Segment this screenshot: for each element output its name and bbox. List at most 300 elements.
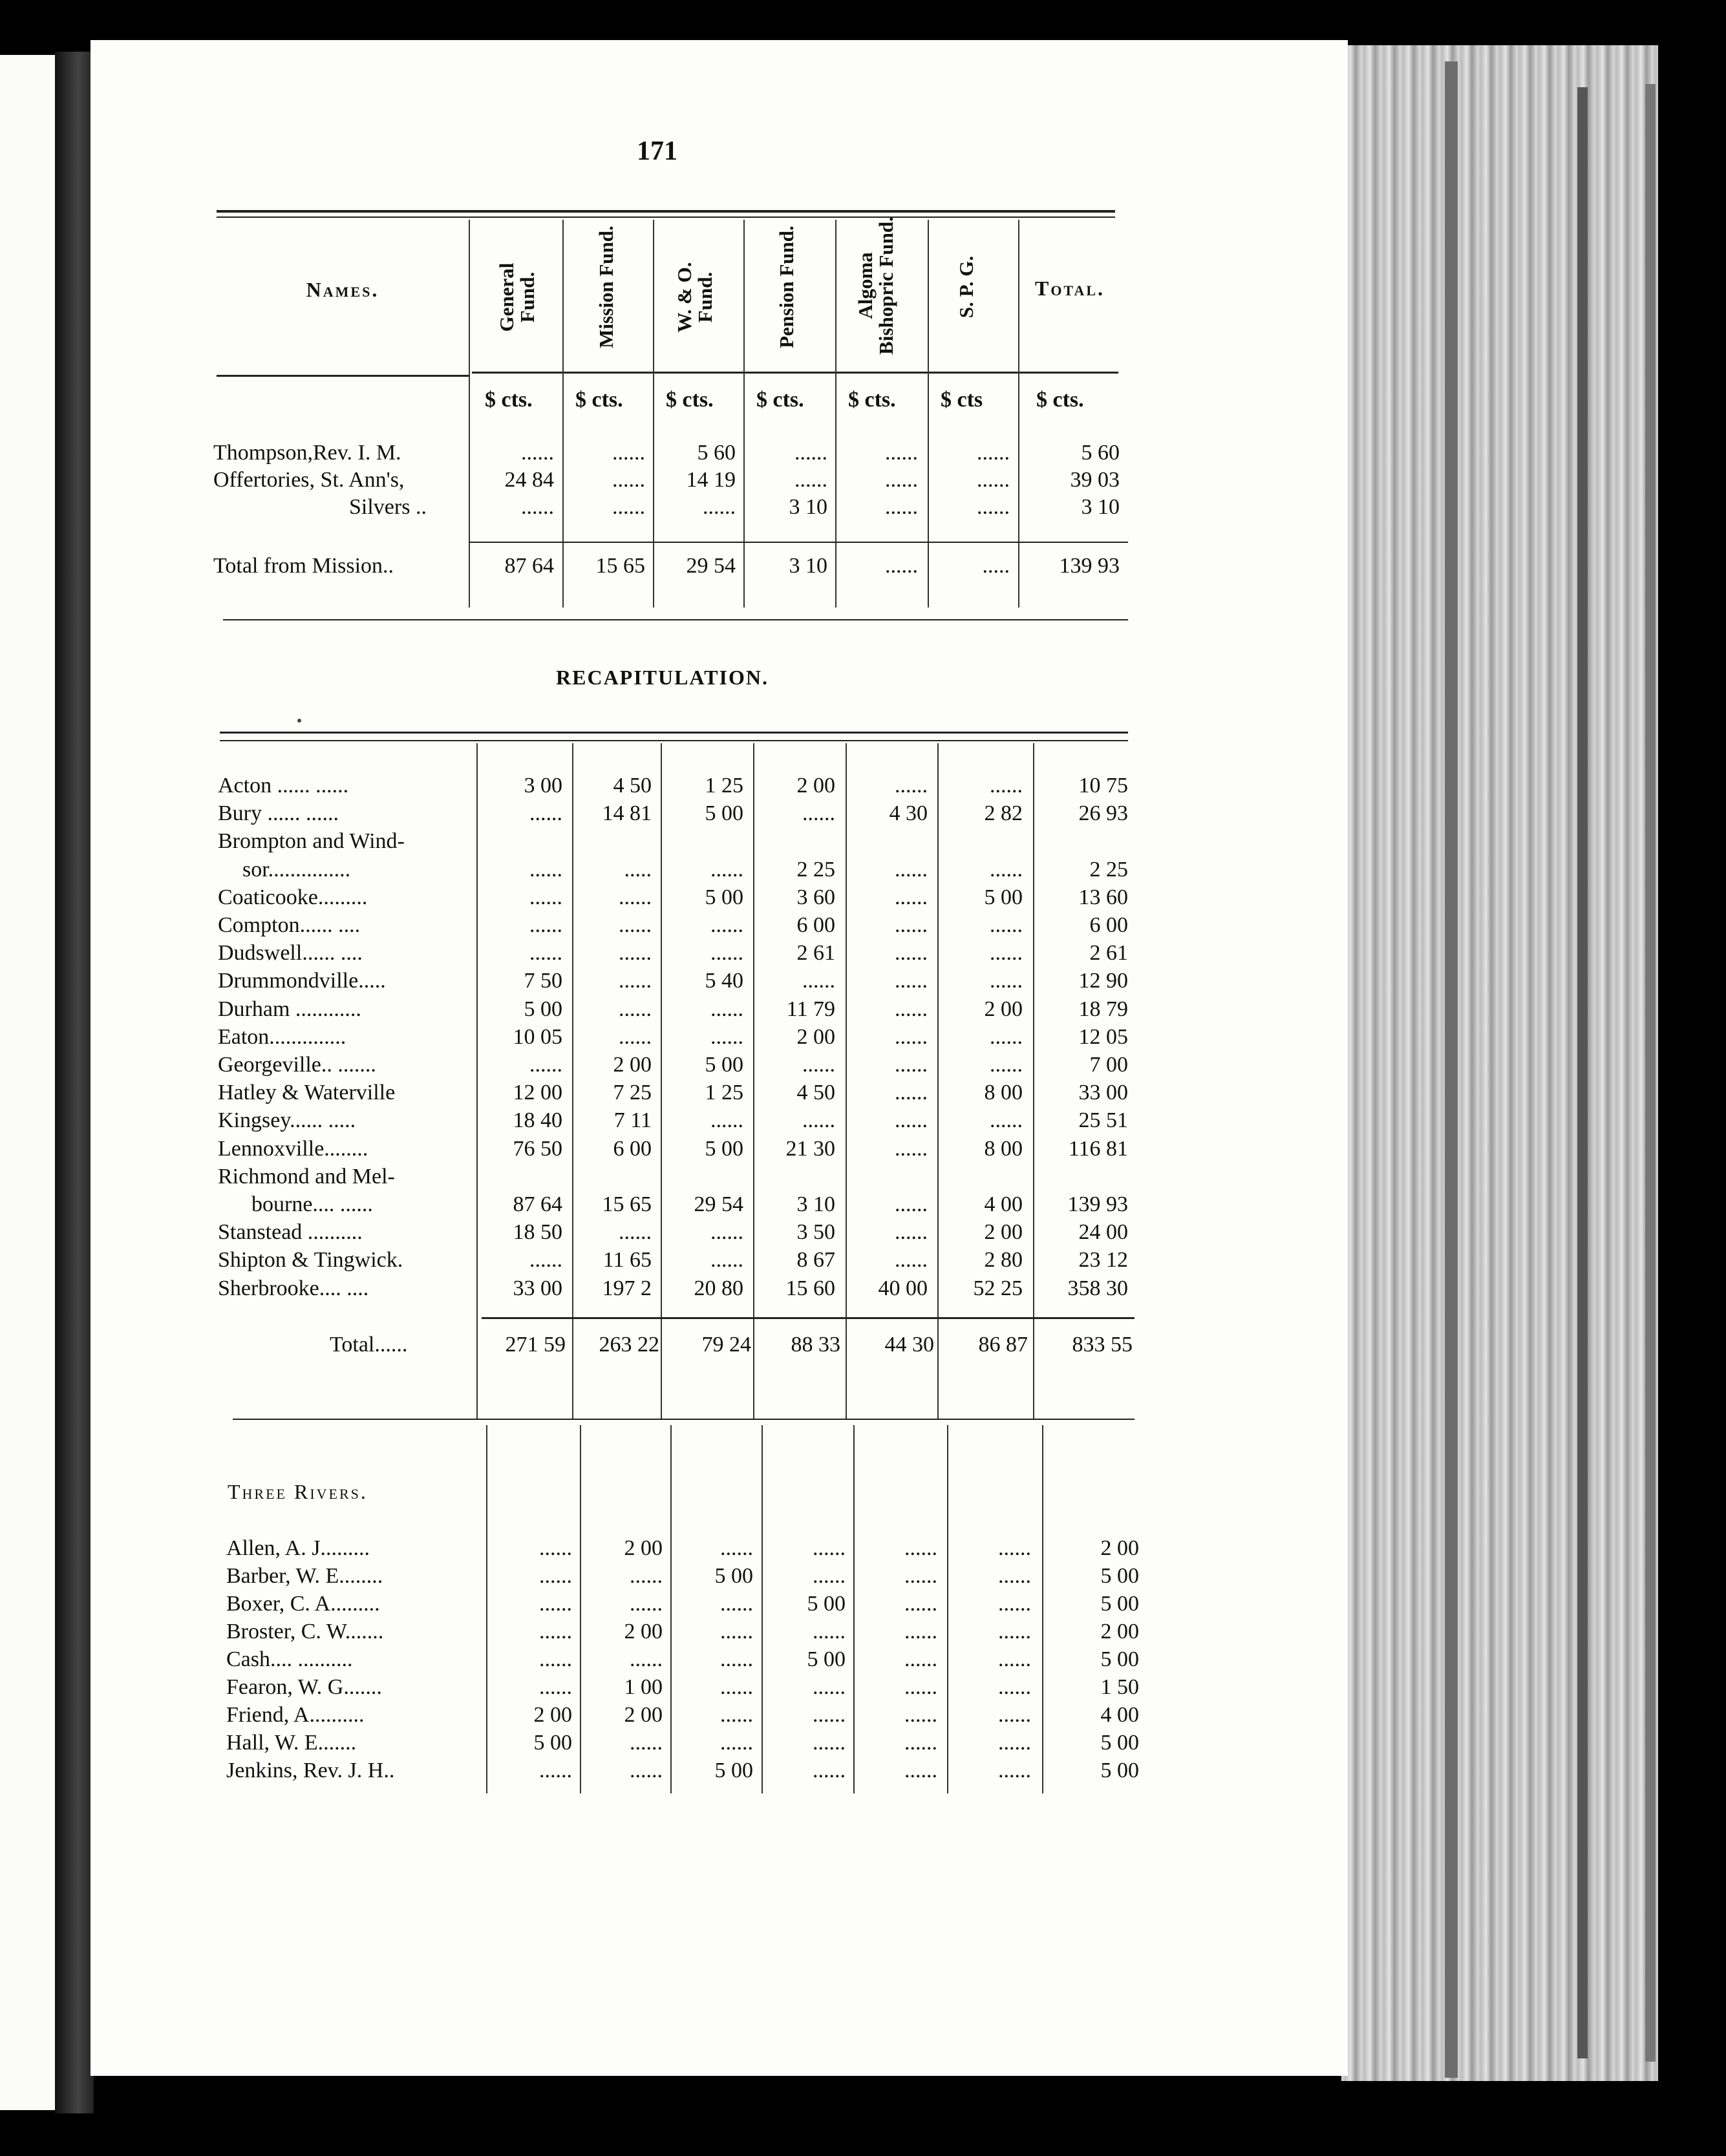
row-cell: 2 00	[624, 1536, 663, 1560]
row-cell: 2 00	[624, 1620, 663, 1643]
row-cell: 2 00	[984, 997, 1023, 1021]
unit-label: $ cts.	[575, 388, 623, 412]
row-cell: ......	[998, 1592, 1031, 1616]
table-top-rule	[217, 210, 1115, 213]
row-cell: ......	[720, 1592, 753, 1616]
table-row	[0, 912, 1726, 939]
row-cell: ......	[885, 441, 918, 465]
row-cell: ......	[904, 1536, 937, 1560]
row-cell: ......	[895, 941, 928, 966]
row-cell: ......	[630, 1759, 663, 1782]
row-name: Hall, W. E.......	[226, 1731, 357, 1755]
total-rule	[482, 1317, 1135, 1319]
three-rivers-heading: Three Rivers.	[228, 1480, 368, 1503]
row-cell: 5 00	[714, 1564, 753, 1588]
row-cell: ......	[990, 1024, 1023, 1049]
row-cell: ......	[998, 1564, 1031, 1588]
row-name: Dudswell...... ....	[218, 941, 363, 966]
row-cell: 15 65	[602, 1192, 652, 1216]
row-cell: 20 80	[694, 1276, 743, 1300]
row-cell: 87 64	[504, 554, 554, 578]
row-cell: ......	[998, 1647, 1031, 1671]
table-row	[0, 828, 1726, 855]
row-cell: 2 25	[1089, 857, 1128, 882]
row-cell: ......	[802, 969, 835, 993]
row-cell: 5 00	[705, 885, 743, 909]
row-name: Coaticooke.........	[218, 885, 368, 909]
row-cell: ......	[990, 969, 1023, 993]
row-cell: ......	[529, 1053, 562, 1077]
row-cell: ......	[990, 1053, 1023, 1077]
table-row	[0, 1757, 1726, 1784]
header-rule	[217, 375, 469, 377]
row-cell: ......	[885, 468, 918, 492]
row-cell: 139 93	[1067, 1192, 1128, 1216]
row-cell: 5 00	[705, 1136, 743, 1161]
column-header-algoma-bishopric-fund: Algoma Bishopric Fund.	[854, 217, 897, 355]
row-cell: ......	[619, 941, 652, 966]
row-cell: 4 00	[1100, 1703, 1139, 1727]
row-cell: ......	[539, 1675, 572, 1699]
row-cell: ......	[720, 1647, 753, 1671]
names-column-header: Names.	[306, 278, 379, 301]
row-cell: 29 54	[686, 554, 736, 578]
row-cell: 12 05	[1078, 1024, 1128, 1049]
row-cell: ......	[710, 1248, 743, 1273]
row-cell: 24 00	[1078, 1220, 1128, 1245]
row-cell: 13 60	[1078, 885, 1128, 909]
table-row	[0, 1563, 1726, 1590]
row-cell: 29 54	[694, 1192, 743, 1216]
row-cell: 5 00	[714, 1759, 753, 1782]
table-row	[0, 856, 1726, 883]
row-cell: ......	[904, 1592, 937, 1616]
row-cell: 11 79	[786, 997, 835, 1021]
row-cell: 5 00	[705, 801, 743, 826]
table-row	[0, 1674, 1726, 1701]
row-cell: 2 61	[1089, 941, 1128, 966]
table-row	[0, 884, 1726, 911]
row-name: bourne.... ......	[251, 1192, 373, 1216]
subtotal-rule	[469, 542, 1128, 543]
row-cell: 23 12	[1078, 1248, 1128, 1273]
row-cell: 2 00	[1100, 1536, 1139, 1560]
row-cell: 2 82	[984, 801, 1023, 826]
row-cell: ......	[539, 1536, 572, 1560]
row-cell: ......	[895, 1192, 928, 1216]
row-cell: ......	[895, 1248, 928, 1273]
row-cell: ......	[977, 468, 1010, 492]
row-cell: 2 00	[796, 1024, 835, 1049]
row-cell: ......	[895, 1108, 928, 1133]
row-cell: ......	[998, 1731, 1031, 1755]
row-name: Stanstead ..........	[218, 1220, 363, 1245]
row-cell: ......	[720, 1731, 753, 1755]
row-name: Friend, A..........	[226, 1703, 365, 1727]
row-cell: 39 03	[1070, 468, 1120, 492]
recapitulation-title: RECAPITULATION.	[556, 666, 769, 689]
row-cell: ......	[529, 885, 562, 909]
row-cell: ......	[539, 1620, 572, 1643]
total-cell: 86 87	[978, 1333, 1028, 1357]
row-cell: 2 00	[1100, 1620, 1139, 1643]
row-cell: 5 00	[984, 885, 1023, 909]
table-bottom-rule	[223, 619, 1128, 620]
row-cell: 21 30	[785, 1136, 835, 1161]
row-cell: ......	[813, 1564, 846, 1588]
row-cell: 197 2	[602, 1276, 652, 1300]
row-cell: ......	[720, 1675, 753, 1699]
table-row	[0, 467, 1726, 494]
table-row	[0, 1535, 1726, 1562]
row-name: Drummondville.....	[218, 969, 386, 993]
row-cell: ......	[895, 1220, 928, 1245]
row-cell: ......	[710, 1024, 743, 1049]
row-cell: ......	[612, 468, 645, 492]
row-cell: 5 00	[1100, 1564, 1139, 1588]
row-cell: 10 05	[513, 1024, 562, 1049]
table-row	[0, 1052, 1726, 1079]
row-cell: 3 10	[789, 495, 827, 519]
row-cell: ......	[539, 1759, 572, 1782]
row-cell: ......	[710, 997, 743, 1021]
row-cell: ......	[802, 1108, 835, 1133]
row-cell: ......	[710, 1220, 743, 1245]
row-cell: 3 10	[796, 1192, 835, 1216]
table-row	[0, 494, 1726, 521]
row-cell: ......	[990, 1108, 1023, 1133]
header-rule	[472, 372, 1118, 374]
row-cell: ......	[630, 1647, 663, 1671]
unit-label: $ cts.	[848, 388, 896, 412]
row-cell: 5 00	[1100, 1647, 1139, 1671]
column-divider	[562, 220, 564, 608]
row-cell: 5 00	[1100, 1731, 1139, 1755]
row-cell: ......	[521, 441, 554, 465]
row-cell: ......	[998, 1759, 1031, 1782]
column-divider	[835, 220, 836, 608]
row-cell: ......	[990, 941, 1023, 966]
row-cell: ......	[904, 1564, 937, 1588]
row-cell: ......	[813, 1536, 846, 1560]
row-name: Bury ...... ......	[218, 801, 339, 826]
column-header-spg: S. P. G.	[955, 255, 977, 319]
row-cell: ......	[529, 1248, 562, 1273]
row-cell: ......	[813, 1703, 846, 1727]
total-cell: 263 22	[599, 1333, 659, 1357]
row-cell: ......	[710, 913, 743, 937]
unit-label: $ cts.	[1036, 388, 1084, 412]
row-cell: ......	[895, 885, 928, 909]
row-cell: ......	[703, 495, 736, 519]
row-cell: ......	[539, 1564, 572, 1588]
row-name: Lennoxville........	[218, 1136, 368, 1161]
row-cell: ......	[619, 997, 652, 1021]
row-cell: 6 00	[613, 1136, 652, 1161]
row-cell: ......	[802, 1053, 835, 1077]
table-row	[0, 772, 1726, 799]
row-cell: 1 00	[624, 1675, 663, 1699]
column-divider	[1018, 220, 1019, 608]
row-name: Brompton and Wind-	[218, 829, 405, 854]
row-name: Durham ............	[218, 997, 361, 1021]
row-name: Cash.... ..........	[226, 1647, 353, 1671]
row-cell: ......	[895, 913, 928, 937]
row-cell: ......	[539, 1647, 572, 1671]
row-name: sor...............	[242, 857, 351, 882]
row-cell: 52 25	[973, 1276, 1023, 1300]
column-divider	[928, 220, 929, 608]
row-cell: 25 51	[1078, 1108, 1128, 1133]
table-row	[0, 1275, 1726, 1302]
row-cell: ......	[998, 1675, 1031, 1699]
row-cell: ......	[720, 1703, 753, 1727]
row-cell: 5 00	[533, 1731, 572, 1755]
row-cell: ......	[885, 554, 918, 578]
unit-label: $ cts.	[666, 388, 714, 412]
row-cell: ......	[529, 941, 562, 966]
unit-label: $ cts.	[756, 388, 804, 412]
row-cell: ......	[813, 1731, 846, 1755]
row-cell: ......	[895, 969, 928, 993]
row-cell: ......	[998, 1536, 1031, 1560]
row-cell: 5 00	[524, 997, 562, 1021]
row-cell: 1 25	[705, 1081, 743, 1105]
row-cell: 2 00	[984, 1220, 1023, 1245]
table-row	[0, 1219, 1726, 1246]
total-cell: 79 24	[701, 1333, 751, 1357]
row-cell: ......	[539, 1592, 572, 1616]
row-cell: ......	[977, 441, 1010, 465]
row-name: Sherbrooke.... ....	[218, 1276, 369, 1300]
recap-top-rule	[220, 740, 1128, 741]
row-cell: ......	[990, 857, 1023, 882]
row-cell: ......	[895, 857, 928, 882]
row-cell: ......	[895, 1024, 928, 1049]
row-cell: 5 00	[807, 1647, 846, 1671]
row-cell: 1 25	[705, 774, 743, 798]
row-cell: 3 60	[796, 885, 835, 909]
row-cell: ......	[619, 1220, 652, 1245]
row-cell: ......	[813, 1620, 846, 1643]
row-cell: 4 50	[796, 1081, 835, 1105]
row-cell: ......	[904, 1647, 937, 1671]
row-cell: ......	[630, 1564, 663, 1588]
total-cell: 44 30	[884, 1333, 934, 1357]
table-row	[0, 1702, 1726, 1729]
row-cell: ......	[813, 1759, 846, 1782]
row-name: Georgeville.. .......	[218, 1053, 376, 1077]
row-cell: 4 30	[889, 801, 928, 826]
row-cell: ......	[619, 913, 652, 937]
table-row	[0, 1079, 1726, 1106]
row-cell: 7 00	[1089, 1053, 1128, 1077]
column-divider	[743, 220, 745, 608]
row-cell: 7 50	[524, 969, 562, 993]
row-cell: ......	[895, 774, 928, 798]
row-name: Richmond and Mel-	[218, 1164, 395, 1189]
table-row	[0, 1618, 1726, 1645]
table-row	[0, 1191, 1726, 1218]
column-divider	[469, 220, 470, 608]
table-row	[0, 967, 1726, 995]
table-row	[0, 1107, 1726, 1134]
row-name: Shipton & Tingwick.	[218, 1248, 403, 1273]
row-cell: 7 25	[613, 1081, 652, 1105]
row-cell: 33 00	[1078, 1081, 1128, 1105]
unit-label: $ cts.	[485, 388, 533, 412]
row-cell: ......	[710, 941, 743, 966]
row-cell: ......	[619, 885, 652, 909]
row-cell: 2 25	[796, 857, 835, 882]
row-name: Kingsey...... .....	[218, 1108, 356, 1133]
row-cell: 10 75	[1078, 774, 1128, 798]
column-header-pension-fund: Pension Fund.	[775, 226, 798, 348]
row-cell: 24 84	[504, 468, 554, 492]
row-cell: ......	[904, 1675, 937, 1699]
row-cell: 139 93	[1059, 554, 1120, 578]
row-cell: ......	[529, 913, 562, 937]
row-cell: 6 00	[796, 913, 835, 937]
row-cell: ......	[998, 1703, 1031, 1727]
row-cell: 6 00	[1089, 913, 1128, 937]
row-cell: 18 50	[513, 1220, 562, 1245]
table-top-rule	[217, 217, 1115, 218]
row-cell: ......	[977, 495, 1010, 519]
row-name: Hatley & Waterville	[218, 1081, 396, 1105]
row-cell: ......	[720, 1536, 753, 1560]
row-name: Fearon, W. G.......	[226, 1675, 382, 1699]
row-name: Broster, C. W.......	[226, 1620, 384, 1643]
row-name: Jenkins, Rev. J. H..	[226, 1759, 395, 1782]
row-cell: 18 40	[513, 1108, 562, 1133]
row-cell: ......	[529, 801, 562, 826]
row-cell: 3 10	[1081, 495, 1120, 519]
row-cell: 3 00	[524, 774, 562, 798]
row-cell: 15 60	[785, 1276, 835, 1300]
row-cell: ......	[904, 1620, 937, 1643]
table-row	[0, 1024, 1726, 1051]
row-cell: 12 00	[513, 1081, 562, 1105]
total-label: Total......	[330, 1333, 408, 1357]
table-row	[0, 940, 1726, 967]
row-cell: 14 19	[686, 468, 736, 492]
row-cell: 18 79	[1078, 997, 1128, 1021]
row-cell: 5 60	[697, 441, 736, 465]
row-cell: ......	[885, 495, 918, 519]
row-cell: 5 00	[705, 1053, 743, 1077]
row-cell: 4 00	[984, 1192, 1023, 1216]
row-cell: 2 61	[796, 941, 835, 966]
row-cell: ......	[990, 913, 1023, 937]
row-cell: ......	[895, 997, 928, 1021]
row-cell: 8 00	[984, 1081, 1023, 1105]
row-cell: ......	[895, 1081, 928, 1105]
row-cell: 2 00	[796, 774, 835, 798]
row-cell: 5 00	[807, 1592, 846, 1616]
row-name: Compton...... ....	[218, 913, 361, 937]
column-divider	[653, 220, 654, 608]
total-cell: 833 55	[1072, 1333, 1133, 1357]
row-cell: 4 50	[613, 774, 652, 798]
row-cell: 5 00	[1100, 1592, 1139, 1616]
table-row	[0, 1247, 1726, 1274]
row-name: Eaton..............	[218, 1024, 346, 1049]
row-name: Allen, A. J.........	[226, 1536, 370, 1560]
row-cell: 3 10	[789, 554, 827, 578]
row-cell: ......	[612, 495, 645, 519]
row-cell: 14 81	[602, 801, 652, 826]
unit-label: $ cts	[941, 388, 983, 412]
row-cell: 12 90	[1078, 969, 1128, 993]
row-name: Silvers ..	[349, 495, 427, 519]
row-cell: ......	[612, 441, 645, 465]
row-cell: ......	[990, 774, 1023, 798]
row-cell: ......	[998, 1620, 1031, 1643]
row-cell: ......	[895, 1053, 928, 1077]
total-row	[0, 1331, 1726, 1358]
total-cell: 271 59	[505, 1333, 566, 1357]
row-cell: ......	[794, 468, 827, 492]
row-cell: 76 50	[513, 1136, 562, 1161]
row-cell: 11 65	[602, 1248, 652, 1273]
table-row	[0, 553, 1726, 580]
row-cell: 26 93	[1078, 801, 1128, 826]
row-cell: ......	[904, 1703, 937, 1727]
table-row	[0, 1163, 1726, 1190]
row-cell: ......	[630, 1592, 663, 1616]
row-cell: ......	[904, 1759, 937, 1782]
row-cell: 358 30	[1067, 1276, 1128, 1300]
total-cell: 88 33	[791, 1333, 840, 1357]
row-cell: .....	[982, 554, 1010, 578]
row-cell: ......	[802, 801, 835, 826]
table-row	[0, 1729, 1726, 1757]
ink-speck	[297, 719, 301, 723]
row-cell: 87 64	[513, 1192, 562, 1216]
table-row	[0, 996, 1726, 1023]
row-cell: 2 00	[533, 1703, 572, 1727]
row-name: Acton ...... ......	[218, 774, 349, 798]
row-cell: .....	[624, 857, 652, 882]
table-row	[0, 800, 1726, 827]
column-header-wo-fund: W. & O. Fund.	[673, 262, 716, 333]
row-cell: 40 00	[878, 1276, 928, 1300]
row-cell: ......	[710, 1108, 743, 1133]
row-cell: 33 00	[513, 1276, 562, 1300]
table-row	[0, 1591, 1726, 1618]
row-cell: ......	[904, 1731, 937, 1755]
row-cell: 2 80	[984, 1248, 1023, 1273]
row-name: Offertories, St. Ann's,	[213, 468, 405, 492]
recap-bottom-rule	[233, 1419, 1135, 1420]
row-cell: 8 67	[796, 1248, 835, 1273]
row-cell: ......	[619, 969, 652, 993]
table-row	[0, 439, 1726, 467]
row-name: Barber, W. E........	[226, 1564, 383, 1588]
row-name: Boxer, C. A.........	[226, 1592, 380, 1616]
row-cell: ......	[529, 857, 562, 882]
page-number: 171	[637, 136, 677, 166]
row-cell: ......	[710, 857, 743, 882]
row-cell: ......	[720, 1620, 753, 1643]
row-cell: 2 00	[624, 1703, 663, 1727]
row-cell: 1 50	[1100, 1675, 1139, 1699]
row-cell: ......	[794, 441, 827, 465]
row-cell: 8 00	[984, 1136, 1023, 1161]
column-header-mission-fund: Mission Fund.	[595, 226, 617, 348]
row-cell: 116 81	[1068, 1136, 1128, 1161]
